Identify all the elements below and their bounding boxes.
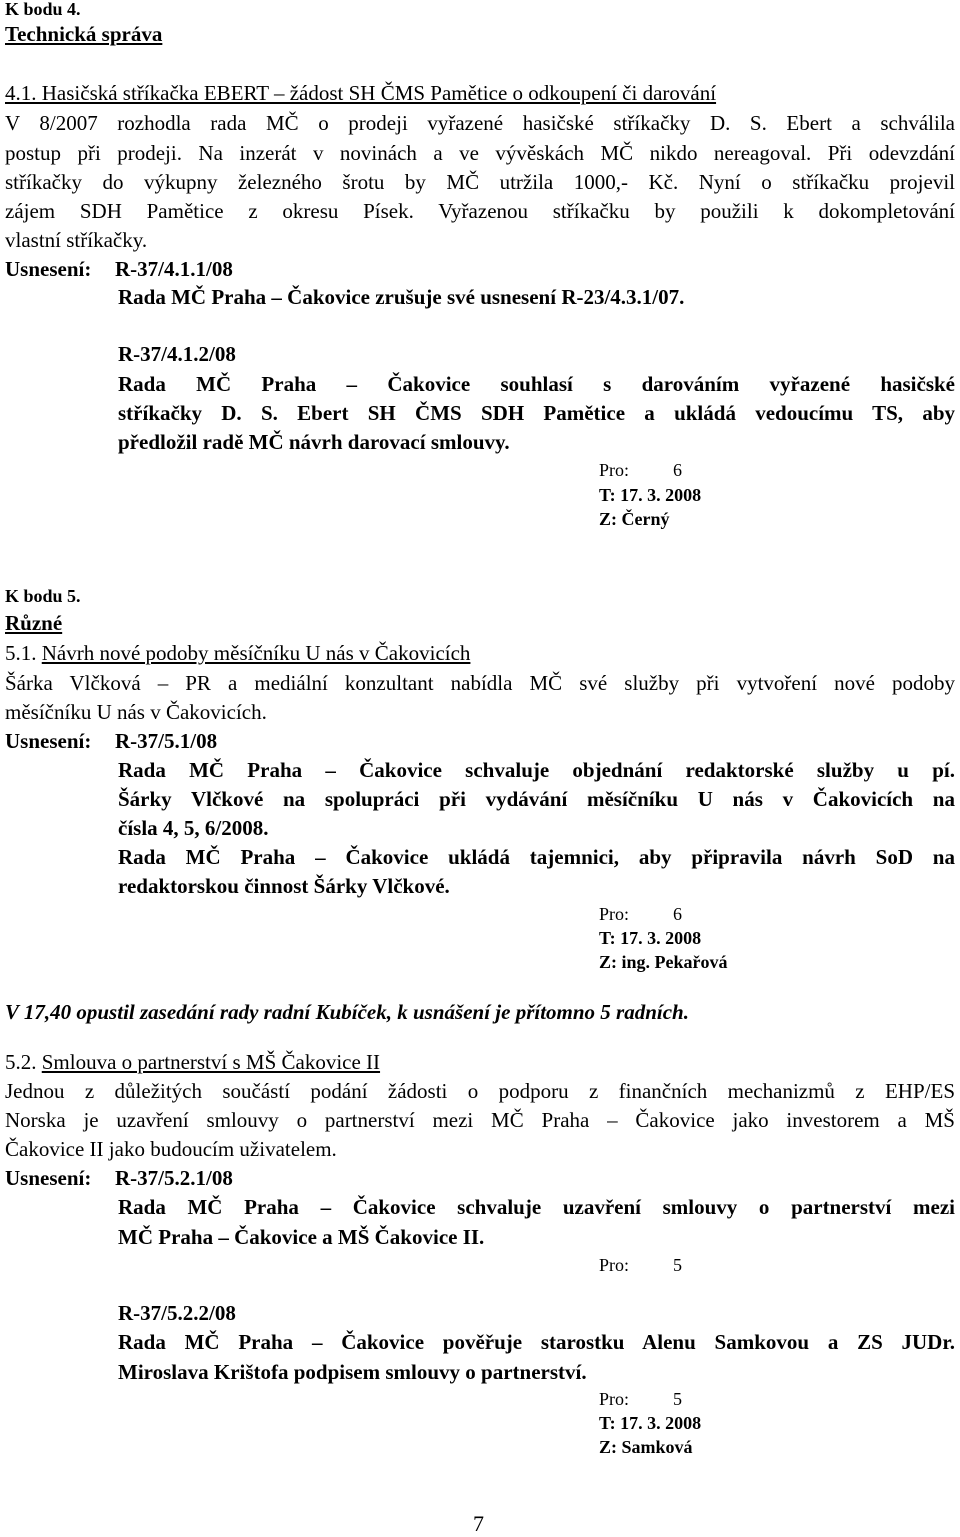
paragraph-line: V 8/2007 rozhodla rada MČ o prodeji vyřazené hasičské stříkačky D. S. Ebert a schválila (5, 111, 955, 135)
resolution-text-line: Rada MČ Praha – Čakovice souhlasí s darováním vyřazené hasičské (118, 372, 955, 396)
section-title: Technická správa (5, 22, 163, 46)
resolution-text-line: Rada MČ Praha – Čakovice pověřuje starostku Alenu Samkovou a ZS JUDr. (118, 1330, 955, 1354)
deadline: T: 17. 3. 2008 (599, 485, 702, 505)
resolution-number: R-37/5.2.2/08 (118, 1301, 236, 1325)
item-title-text: Návrh nové podoby měsíčníku U nás v Čakovicích (41, 641, 471, 665)
vote-label: Pro: (599, 1255, 630, 1275)
item-title (5, 1052, 380, 1073)
deadline: T: 17. 3. 2008 (599, 928, 702, 948)
resolution-text-line: Miroslava Krištofa podpisem smlouvy o partnerství. (118, 1360, 587, 1384)
vote-count (599, 460, 682, 480)
meeting-note: V 17,40 opustil zasedání rady radní Kubíček, k usnášení je přítomno 5 radních. (5, 1000, 689, 1024)
section-title: Různé (5, 611, 63, 635)
item-number: 5.1. (5, 641, 42, 665)
vote-count (599, 1389, 682, 1409)
resolution-text: Rada MČ Praha – Čakovice zrušuje své usnesení R-23/4.3.1/07. (118, 285, 685, 309)
item-number: 5.2. (5, 1050, 42, 1074)
vote-value: 5 (673, 1255, 682, 1275)
resolution-number: R-37/5.1/08 (115, 729, 218, 753)
paragraph-line: Čakovice II jako budoucím uživatelem. (5, 1137, 337, 1161)
vote-value: 6 (673, 460, 682, 480)
resolution-header (5, 731, 217, 752)
resolution-number: R-37/4.1.2/08 (118, 342, 236, 366)
resolution-text-line: redaktorskou činnost Šárky Vlčkové. (118, 874, 450, 898)
paragraph-line: vlastní stříkačky. (5, 228, 148, 252)
vote-label: Pro: (599, 460, 630, 480)
resolution-text-line: předložil radě MČ návrh darovací smlouvy. (118, 430, 510, 454)
resolution-header (5, 259, 233, 280)
resolution-text-line: Rada MČ Praha – Čakovice ukládá tajemnici, aby připravila návrh SoD na (118, 845, 955, 869)
item-title: 4.1. Hasičská stříkačka EBERT – žádost SH ČMS Pamětice o odkoupení či darování (5, 81, 717, 105)
responsible-person: Z: ing. Pekařová (599, 952, 728, 972)
paragraph-line: měsíčníku U nás v Čakovicích. (5, 700, 267, 724)
resolution-number: R-37/4.1.1/08 (115, 257, 233, 281)
resolution-label: Usnesení: (5, 257, 92, 281)
paragraph-line: stříkačky do výkupny železného šrotu by MČ utržila 1000,- Kč. Nyní o stříkačku projevil (5, 170, 955, 194)
resolution-label: Usnesení: (5, 1166, 92, 1190)
paragraph-line: Norska je uzavření smlouvy o partnerství mezi MČ Praha – Čakovice jako investorem a MŠ (5, 1108, 955, 1132)
vote-value: 6 (673, 904, 682, 924)
vote-label: Pro: (599, 904, 630, 924)
vote-count (599, 904, 682, 924)
vote-value: 5 (673, 1389, 682, 1409)
vote-label: Pro: (599, 1389, 630, 1409)
resolution-text-line: Šárky Vlčkové na spolupráci při vydávání měsíčníku U nás v Čakovicích na (118, 787, 955, 811)
section-heading: K bodu 5. (5, 586, 81, 606)
resolution-text-line: Rada MČ Praha – Čakovice schvaluje objednání redaktorské služby u pí. (118, 758, 955, 782)
paragraph-line: Šárka Vlčková – PR a mediální konzultant nabídla MČ své služby při vytvoření nové podoby (5, 671, 955, 695)
deadline: T: 17. 3. 2008 (599, 1413, 702, 1433)
section-heading: K bodu 4. (5, 0, 81, 19)
resolution-header (5, 1168, 233, 1189)
paragraph-line: postup při prodeji. Na inzerát v novinách a ve vývěskách MČ nikdo nereagoval. Při odevzdání (5, 141, 955, 165)
paragraph-line: zájem SDH Pamětice z okresu Písek. Vyřazenou stříkačku by použili k dokompletování (5, 199, 955, 223)
responsible-person: Z: Černý (599, 509, 670, 529)
responsible-person: Z: Samková (599, 1437, 693, 1457)
paragraph-line: Jednou z důležitých součástí podání žádosti o podporu z finančních mechanizmů z EHP/ES (5, 1079, 955, 1103)
resolution-text-line: MČ Praha – Čakovice a MŠ Čakovice II. (118, 1225, 485, 1249)
item-title-text: Smlouva o partnerství s MŠ Čakovice II (41, 1050, 381, 1074)
resolution-text-line: čísla 4, 5, 6/2008. (118, 816, 269, 840)
page-number: 7 (473, 1511, 484, 1536)
resolution-text-line: Rada MČ Praha – Čakovice schvaluje uzavření smlouvy o partnerství mezi (118, 1195, 955, 1219)
resolution-label: Usnesení: (5, 729, 92, 753)
resolution-text-line: stříkačky D. S. Ebert SH ČMS SDH Pamětice a ukládá vedoucímu TS, aby (118, 401, 955, 425)
vote-count (599, 1255, 682, 1275)
item-title (5, 643, 470, 664)
resolution-number: R-37/5.2.1/08 (115, 1166, 233, 1190)
